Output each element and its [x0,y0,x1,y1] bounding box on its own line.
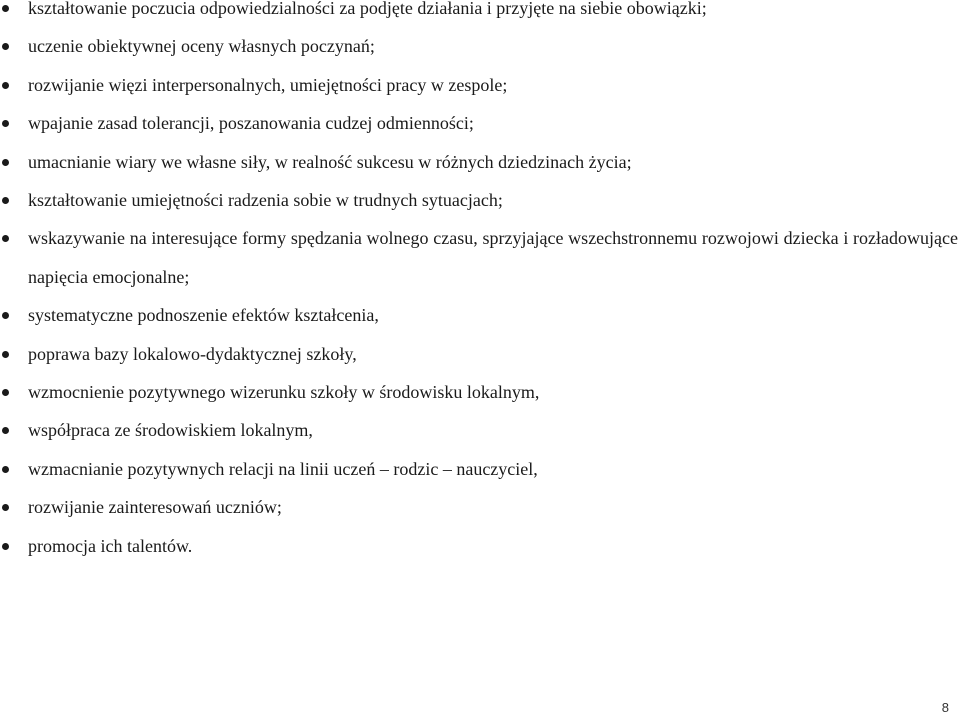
list-item-text: rozwijanie więzi interpersonalnych, umiejętności pracy w zespole; [28,74,508,95]
list-item-text: współpraca ze środowiskiem lokalnym, [28,420,313,441]
bullet-dot-icon [2,427,9,434]
list-item-text: uczenie obiektywnej oceny własnych poczynań; [28,36,375,57]
list-item-text: wzmocnienie pozytywnego wizerunku szkoły w środowisku lokalnym, [28,382,540,403]
list-item [0,411,960,449]
list-item [0,296,960,334]
bullet-dot-icon [2,82,9,89]
bullet-dot-icon [2,351,9,358]
bullet-dot-icon [2,120,9,127]
bullet-dot-icon [2,43,9,50]
list-item [0,373,960,411]
list-item-text: umacnianie wiary we własne siły, w realność sukcesu w różnych dziedzinach życia; [28,151,632,172]
list-item [0,450,960,488]
list-item-text: systematyczne podnoszenie efektów kształcenia, [28,305,379,326]
bullet-dot-icon [2,197,9,204]
list-item [0,143,960,181]
list-item-text: wpajanie zasad tolerancji, poszanowania cudzej odmienności; [28,113,474,134]
bullet-dot-icon [2,466,9,473]
list-item-text: kształtowanie poczucia odpowiedzialności za podjęte działania i przyjęte na siebie obowiązki; [28,0,707,18]
bullet-dot-icon [2,312,9,319]
list-item-text: rozwijanie zainteresowań uczniów; [28,497,282,518]
bullet-dot-icon [2,159,9,166]
list-item-text: poprawa bazy lokalowo-dydaktycznej szkoły, [28,343,357,364]
list-item-text: wskazywanie na interesujące formy spędzania wolnego czasu, sprzyjające wszechstronnemu rozwojowi dziecka i rozładowujące napięcia emocjonalne; [28,228,958,287]
list-item-text: kształtowanie umiejętności radzenia sobie w trudnych sytuacjach; [28,190,503,211]
list-item [0,0,960,27]
list-item [0,527,960,565]
list-item [0,335,960,373]
list-item [0,66,960,104]
list-item [0,181,960,219]
list-item-text: wzmacnianie pozytywnych relacji na linii uczeń – rodzic – nauczyciel, [28,458,538,479]
page-number: 8 [941,700,949,715]
bullet-dot-icon [2,543,9,550]
list-item [0,488,960,526]
list-item [0,27,960,65]
list-item-text: promocja ich talentów. [28,535,193,556]
bullet-dot-icon [2,5,9,12]
list-item [0,104,960,142]
list-item [0,219,960,296]
bullet-dot-icon [2,389,9,396]
bullet-dot-icon [2,504,9,511]
bullet-dot-icon [2,235,9,242]
